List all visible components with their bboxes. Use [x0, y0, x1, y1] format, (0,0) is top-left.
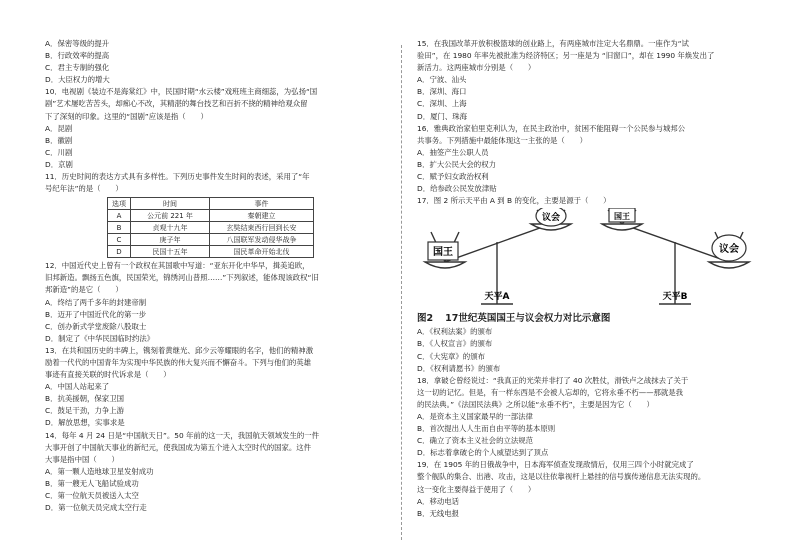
q12-option-b: B．迈开了中国近代化的第一步 [45, 309, 147, 319]
q18-stem-line: 这一切的记忆。但是，有一样东西是不会被人忘却的，它将永垂不朽——那就是我 [417, 387, 684, 397]
q15-stem-line: 验田”，在 1980 年率先被批准为经济特区；另一座是为 “旧窗口”，却在 1990 年焕发出了 [417, 51, 715, 61]
scale-b-king-label: 国王 [614, 212, 630, 222]
q18-option-d: D．标志着拿破仑的个人威望达到了顶点 [417, 448, 549, 458]
q15-stem-line: 新活力。这两座城市分别是（ ） [417, 63, 536, 73]
q15-stem-line: 15．在我国改革开放积极篮球的创业路上，有两座城市注定大名鼎鼎。一座作为“试 [417, 39, 689, 48]
q9-options [45, 38, 390, 86]
table-header-cell: 时间 [131, 198, 210, 210]
q16-option-a: A．抽签产生公职人员 [417, 147, 489, 157]
scale-b-parliament-label: 议会 [719, 244, 739, 256]
q10-option-b: B．徽剧 [45, 135, 73, 145]
q16-option-d: D．给参政公民发放津贴 [417, 184, 497, 194]
q12-stem-line: 旧邦新造。飘扬五色旗，民国荣光，锦绣河山普照……”下列叙述，能体现该政权“旧 [45, 273, 319, 283]
question-13 [45, 345, 390, 430]
figure-number: 图2 [417, 313, 434, 325]
question-12 [45, 260, 390, 345]
q10-stem-line: 剧”艺术屡吃苦苦头，却痴心不改，其精湛的舞台技艺和百折不挠的精神给观众留 [45, 99, 308, 109]
scale-a-parliament-label: 议会 [541, 213, 561, 224]
q17-option-c: C．《大宪章》的颁布 [417, 351, 485, 361]
scale-a-caption: 天平A [484, 292, 510, 303]
q17-option-a: A．《权利法案》的颁布 [417, 327, 493, 337]
q14-option-d: D．第一位航天员完成太空行走 [45, 503, 147, 513]
q9-option-d: D．大臣权力的增大 [45, 75, 110, 85]
q12-option-d: D．制定了《中华民国临时约法》 [45, 333, 155, 343]
q17-option-d: D．《权利请愿书》的颁布 [417, 363, 501, 373]
q14-stem-line: 14．每年 4 月 24 日是“中国航天日”。50 年前的这一天，我国航天领域发生的一件 [45, 430, 320, 440]
q13-stem-line: 13．在共和国历史的丰碑上，镌刻着黄继光、邱少云等耀眼的名字，他们的精神激 [45, 345, 314, 355]
question-18 [417, 375, 762, 460]
table-cell: 玄奘结束西行回到长安 [210, 222, 314, 234]
right-column [417, 38, 762, 520]
table-cell: A [108, 210, 131, 222]
q18-option-c: C．确立了资本主义社会的立法规范 [417, 436, 534, 446]
question-19 [417, 459, 762, 519]
table-cell: 民国十五年 [131, 246, 210, 258]
q9-option-a: A．保密等级的提升 [45, 39, 110, 48]
q11-stem-line: 11．历史时间的表达方式具有多样性。下列历史事件发生时间的表述，采用了“年 [45, 172, 310, 182]
question-17 [417, 195, 762, 374]
q15-option-d: D．厦门、珠海 [417, 111, 468, 121]
q13-option-a: A．中国人站起来了 [45, 382, 110, 392]
q14-stem-line: 大事开创了中国航天事业的新纪元，使我国成为第五个进入太空时代的国家。这件 [45, 442, 312, 452]
q11-table [107, 197, 314, 258]
q15-option-b: B．深圳、海口 [417, 87, 467, 97]
q10-option-c: C．川剧 [45, 147, 73, 157]
q17-stem-line: 17．图 2 所示天平由 A 到 B 的变化，主要是源于（ ） [417, 196, 611, 206]
table-cell: 秦朝建立 [210, 210, 314, 222]
q18-stem-line: 18．拿破仑曾经说过：“我真正的光荣并非打了 40 次胜仗，滑铁卢之战抹去了关于 [417, 375, 689, 385]
q10-stem-line: 10．电视剧《装边不是海棠红》中，民国时期“水云楼”戏班班主商细蕊，为弘扬“国 [45, 87, 318, 97]
table-cell: 公元前 221 年 [131, 210, 210, 222]
q16-stem-line: 16．雅典政治家伯里克利认为，在民主政治中，贫困不能阻碍一个公民参与城邦公 [417, 123, 686, 133]
q13-option-d: D．解放思想，实事求是 [45, 418, 125, 428]
q19-stem-line: 整个舰队的集合、出港、攻击，这是以往依靠视杆上悬挂的信号旗传递信息无法实现的。 [417, 472, 706, 482]
balance-scale-figure [417, 208, 762, 312]
q12-option-a: A．终结了两千多年的封建帝制 [45, 297, 147, 307]
q19-option-b: B．无线电报 [417, 508, 460, 518]
table-cell: D [108, 246, 131, 258]
table-cell: C [108, 234, 131, 246]
q19-option-a: A．移动电话 [417, 496, 460, 506]
table-row [108, 234, 314, 246]
balance-scales-illustration [417, 208, 762, 312]
q12-stem-line: 12．中国近代史上曾有一个政权在其国歌中写道：“亚东开化中华早，揖美追欧， [45, 261, 310, 271]
q10-option-a: A．昆剧 [45, 123, 73, 133]
table-header-cell: 事件 [210, 198, 314, 210]
q13-stem-line: 励着一代代的中国青年为实现中华民族的伟大复兴而不懈奋斗。下列与他们的英雄 [45, 357, 312, 367]
table-row [108, 210, 314, 222]
q15-option-c: C．深圳、上海 [417, 99, 467, 109]
table-cell: 庚子年 [131, 234, 210, 246]
table-cell: 贞观十九年 [131, 222, 210, 234]
question-10 [45, 86, 390, 171]
q14-option-a: A．第一颗人造地球卫星发射成功 [45, 466, 154, 476]
table-row [108, 222, 314, 234]
table-cell: 八国联军发动侵华战争 [210, 234, 314, 246]
q10-option-d: D．京剧 [45, 159, 73, 169]
q13-stem-line: 事迹有直接关联的时代诉求是（ ） [45, 370, 171, 380]
q14-stem-line: 大事是指中国（ ） [45, 454, 119, 464]
q12-option-c: C．创办新式学堂废除八股取士 [45, 321, 147, 331]
q16-option-b: B．扩大公民大会的权力 [417, 159, 496, 169]
figure-title: 17世纪英国国王与议会权力对比示意图 [445, 313, 611, 325]
q13-option-c: C．鼓足干劲，力争上游 [45, 406, 125, 416]
question-11 [45, 171, 390, 258]
q18-option-b: B．首次提出人人生而自由平等的基本原则 [417, 424, 556, 434]
q14-option-c: C．第一位航天员被送入太空 [45, 491, 139, 500]
column-divider [401, 45, 402, 540]
question-15 [417, 38, 762, 123]
scale-a-king-label: 国王 [433, 247, 453, 259]
q9-option-b: B．行政效率的提高 [45, 51, 110, 61]
q12-stem-line: 邦新造”的是它（ ） [45, 285, 123, 295]
q15-option-a: A．宁波、汕头 [417, 75, 467, 85]
q16-stem-line: 共事务。下列措施中最能体现这一主张的是（ ） [417, 135, 587, 145]
q11-stem-line: 号纪年法”的是（ ） [45, 184, 123, 194]
q17-option-b: B．《人权宣言》的颁布 [417, 339, 493, 349]
table-header-row [108, 198, 314, 210]
table-row [108, 246, 314, 258]
q16-option-c: C．赋予妇女政治权利 [417, 172, 489, 182]
question-16 [417, 123, 762, 196]
q19-stem-line: 19．在 1905 年的日俄战争中，日本海军侦查发现敌情后，仅用三四个小时就完成了 [417, 460, 694, 470]
table-cell: 国民革命开始北伐 [210, 246, 314, 258]
q10-stem-line: 下了深刻的印象。这里的“国剧”应该是指（ ） [45, 111, 208, 121]
table-header-cell: 选项 [108, 198, 131, 210]
table-cell: B [108, 222, 131, 234]
q9-option-c: C．君主专制的强化 [45, 63, 110, 73]
figure-caption [417, 313, 762, 325]
question-14 [45, 430, 390, 515]
q14-option-b: B．第一艘无人飞船试验成功 [45, 478, 139, 488]
scale-b [602, 208, 749, 304]
left-column [45, 38, 390, 514]
q18-stem-line: 的民法典。”《法国民法典》之所以能“永垂不朽”，主要是因为它（ ） [417, 399, 654, 409]
q13-option-b: B．抗美援朝，保家卫国 [45, 394, 124, 404]
scale-b-caption: 天平B [662, 292, 688, 303]
q18-option-a: A．是资本主义国家最早的一部法律 [417, 411, 533, 421]
q19-stem-line: 这一变化主要得益于使用了（ ） [417, 484, 536, 494]
